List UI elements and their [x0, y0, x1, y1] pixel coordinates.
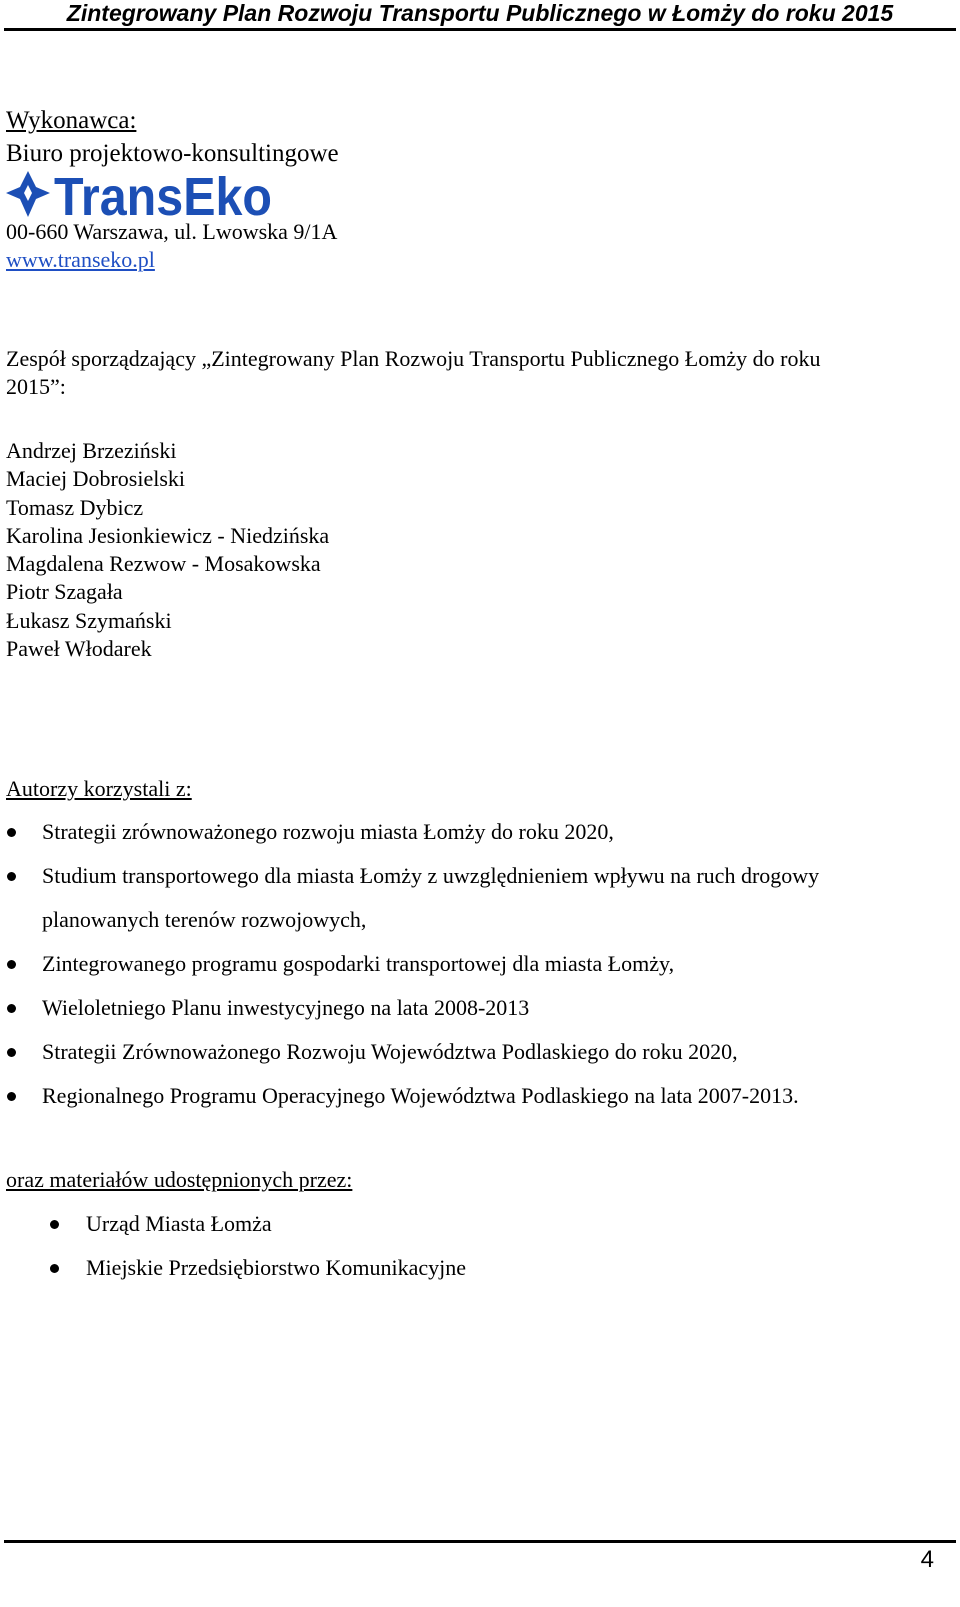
team-member: Andrzej Brzeziński	[6, 438, 177, 463]
page-number: 4	[920, 1546, 934, 1573]
header-divider	[4, 28, 956, 31]
logo-wordmark: TransEko	[54, 171, 272, 219]
bullet-icon	[7, 1092, 16, 1101]
contractor-website-link[interactable]: www.transeko.pl	[6, 247, 155, 272]
bullet-icon	[50, 1264, 59, 1273]
bullet-icon	[7, 1048, 16, 1057]
team-heading-line2: 2015”:	[6, 374, 66, 399]
team-member: Tomasz Dybicz	[6, 494, 144, 520]
materials-heading: oraz materiałów udostępnionych przez:	[6, 1167, 353, 1192]
contractor-address: 00-660 Warszawa, ul. Lwowska 9/1A	[6, 219, 338, 244]
page-header-title: Zintegrowany Plan Rozwoju Transportu Publicznego w Łomży do roku 2015	[66, 0, 894, 26]
transeko-star-logo-icon	[6, 171, 50, 217]
team-members-list	[6, 437, 329, 663]
team-member: Paweł Włodarek	[6, 636, 152, 662]
bullet-icon	[7, 1004, 16, 1013]
team-heading-line1: Zespół sporządzający „Zintegrowany Plan Rozwoju Transportu Publicznego Łomży do roku	[6, 346, 821, 371]
bullet-icon	[7, 960, 16, 969]
bullet-icon	[7, 872, 16, 881]
contractor-label: Wykonawca:	[6, 107, 137, 134]
team-member: Łukasz Szymański	[6, 607, 172, 633]
sources-heading: Autorzy korzystali z:	[6, 776, 192, 801]
team-member: Karolina Jesionkiewicz - Niedzińska	[6, 522, 330, 548]
transeko-logo	[6, 171, 276, 219]
team-member: Maciej Dobrosielski	[6, 466, 186, 492]
bullet-icon	[50, 1220, 59, 1229]
bullet-icon	[7, 828, 16, 837]
team-member: Piotr Szagała	[6, 579, 123, 605]
footer-divider	[4, 1540, 956, 1543]
contractor-office: Biuro projektowo-konsultingowe	[6, 140, 339, 167]
team-member: Magdalena Rezwow - Mosakowska	[6, 551, 321, 577]
